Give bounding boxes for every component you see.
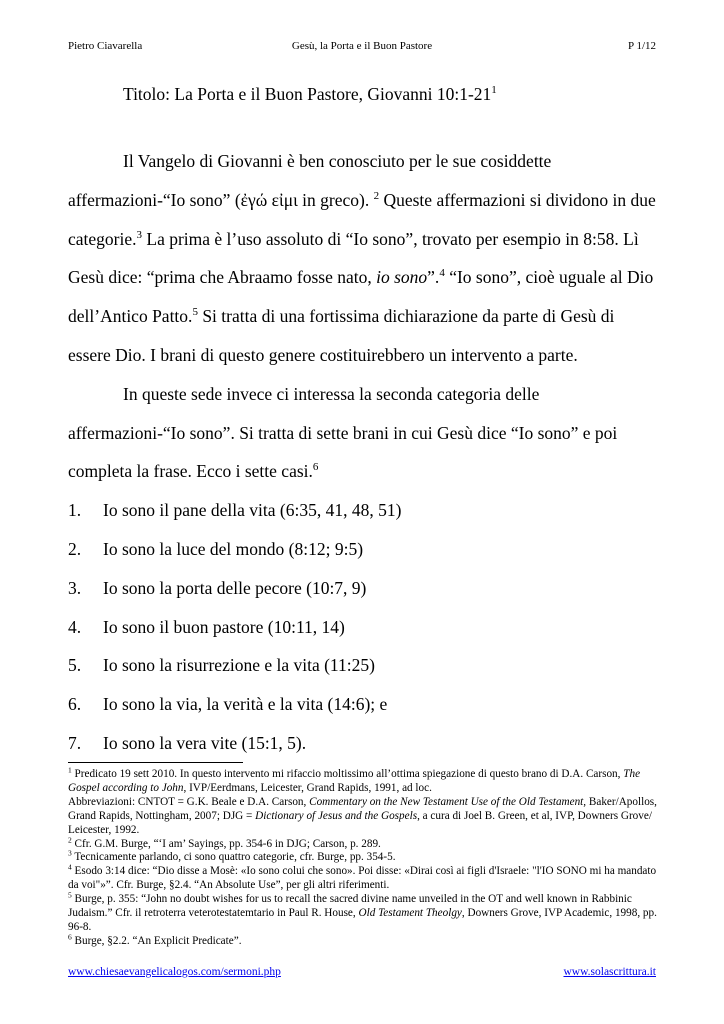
- footnote-number: 1: [68, 765, 72, 775]
- list-item: [68, 724, 658, 763]
- footnote-text: , a cura di Joel B. Green, et al, IVP, Downers Grove/ Leicester, 1992.: [68, 809, 652, 836]
- footnote-number: 5: [68, 890, 72, 900]
- paragraph-1-text-f: “Io sono”, cioè uguale al Dio dell’Antico Patto.: [68, 267, 654, 327]
- list-item-number: 5.: [68, 655, 82, 676]
- paragraph-1-text-e: ”.: [427, 267, 440, 288]
- paragraph-1-text-c: Queste affermazioni si dividono in due categorie.: [68, 189, 656, 249]
- footnote-6: [68, 932, 658, 949]
- footnote-text: Esodo 3:14 dice: “Dio disse a Mosè: «Io sono colui che sono». Poi disse: «Dirai così ai figli d'Israele: "l'IO SONO mi ha mandato da voi"»”. Cfr. Burge, §2.4. “An Absolute Use”, per gli altri riferimenti.: [68, 865, 657, 892]
- list-item: [68, 491, 658, 530]
- italic-io-sono: io sono: [376, 267, 428, 288]
- paragraph-1-text-a: Il Vangelo di Giovanni è ben conosciuto per le sue cosiddette affermazioni-“Io sono” (: [68, 151, 552, 210]
- paragraph-2-text: In queste sede invece ci interessa la seconda categoria delle affermazioni-“Io sono”. Si tratta di sette brani in cui Gesù dice “Io sono” e poi completa la frase. Ecco i sette casi.: [68, 383, 618, 482]
- header-page-number: P 1/12: [627, 40, 656, 52]
- footnote-text: , Downers Grove, IVP Academic, 1998, pp. 96-8.: [68, 907, 657, 933]
- footnote-number: 4: [68, 862, 72, 872]
- footnote-text: Burge, §2.2. “An Explicit Predicate”.: [71, 934, 242, 947]
- document-title-text: Titolo: La Porta e il Buon Pastore, Giovanni 10:1-21: [123, 84, 492, 104]
- footnote-text: Abbreviazioni: CNTOT = G.K. Beale e D.A. Carson,: [68, 795, 310, 808]
- footnote-number: 3: [68, 848, 72, 858]
- paragraph-1-text-b: in greco).: [297, 189, 374, 210]
- footnote-2: [68, 834, 658, 852]
- footnote-ref-3[interactable]: 3: [136, 228, 142, 241]
- paragraph-1-text-g: Si tratta di una fortissima dichiarazione da parte di Gesù di essere Dio. I brani di questo genere costituirebbero un intervento a parte.: [68, 306, 615, 365]
- footnote-text: Predicato 19 sett 2010. In questo intervento mi rifaccio moltissimo all’ottima spiegazione di questo brano di D.A. Carson,: [71, 768, 624, 780]
- list-item: [68, 608, 658, 647]
- footnote-ref-6[interactable]: 6: [312, 461, 319, 474]
- list-item-number: 6.: [68, 694, 82, 715]
- footnote-text: , IVP/Eerdmans, Leicester, Grand Rapids, 1991, ad loc.: [183, 781, 432, 794]
- footnote-italic: Dictionary of Jesus and the Gospels: [255, 809, 418, 822]
- footnote-italic: Old Testament Theolgy: [358, 907, 462, 920]
- header-author: Pietro Ciavarella: [68, 40, 143, 52]
- list-item-number: 2.: [68, 538, 82, 559]
- list-item-text: Io sono la vera vite (15:1, 5).: [103, 732, 307, 753]
- footnote-italic: The Gospel according to John: [68, 768, 641, 794]
- page-header: [68, 40, 656, 56]
- document-title: [123, 84, 497, 105]
- footnote-3: [68, 848, 658, 865]
- footnote-4: [68, 862, 658, 893]
- footnote-text: Cfr. G.M. Burge, “‘I am’ Sayings, pp. 354-6 in DJG; Carson, p. 289.: [71, 837, 381, 850]
- list-item-number: 4.: [68, 616, 82, 637]
- header-title: Gesù, la Porta e il Buon Pastore: [291, 40, 433, 52]
- footnote-1: [68, 765, 658, 796]
- footnote-text: , Baker/Apollos, Grand Rapids, Nottingham, 2007; DJG =: [68, 795, 657, 822]
- list-item: [68, 569, 658, 608]
- list-item-text: Io sono la via, la verità e la vita (14:6); e: [103, 694, 388, 715]
- footer-link-solascrittura[interactable]: www.solascrittura.it: [563, 966, 656, 978]
- list-item-text: Io sono il buon pastore (10:11, 14): [103, 616, 345, 637]
- list-item-text: Io sono il pane della vita (6:35, 41, 48, 51): [103, 500, 402, 521]
- main-body: [68, 142, 658, 763]
- footnote-ref-5[interactable]: 5: [192, 306, 198, 319]
- footnote-number: 2: [68, 834, 72, 844]
- paragraph-2: [68, 375, 658, 491]
- list-item: [68, 530, 658, 569]
- list-item-text: Io sono la risurrezione e la vita (11:25): [103, 655, 375, 676]
- footnote-separator: [68, 762, 243, 763]
- list-item: [68, 646, 658, 685]
- footnote-number: 6: [68, 932, 72, 942]
- list-item-text: Io sono la porta delle pecore (10:7, 9): [103, 577, 367, 598]
- list-item-number: 3.: [68, 577, 82, 598]
- footnote-ref-4[interactable]: 4: [439, 267, 445, 280]
- paragraph-1: [68, 142, 658, 375]
- footer-link-sermoni[interactable]: www.chiesaevangelicalogos.com/sermoni.php: [68, 966, 281, 978]
- greek-phrase: ἐγώ εἰμι: [240, 189, 298, 210]
- footnote-text: Tecnicamente parlando, ci sono quattro categorie, cfr. Burge, pp. 354-5.: [71, 851, 396, 864]
- list-item: [68, 685, 658, 724]
- list-item-number: 7.: [68, 732, 82, 753]
- list-item-text: Io sono la luce del mondo (8:12; 9:5): [103, 538, 364, 559]
- list-item-number: 1.: [68, 500, 82, 521]
- footnote-1-abbreviations: [68, 796, 658, 838]
- paragraph-1-text-d: La prima è l’uso assoluto di “Io sono”, trovato per esempio in 8:58. Lì Gesù dice: “prima che Abraamo fosse nato,: [68, 228, 639, 288]
- footnote-italic: Commentary on the New Testament Use of the Old Testament: [309, 795, 584, 808]
- footnote-text: Burge, p. 355: “John no doubt wishes for us to recall the sacred divine name unveiled in the OT and well known in Rabbinic Judaism.” Cfr. il retroterra veterotestatemtario in Paul R. House,: [68, 893, 632, 920]
- footnotes: [68, 765, 658, 949]
- io-sono-list: [68, 491, 658, 763]
- footnote-ref-1[interactable]: 1: [491, 84, 497, 97]
- footnote-5: [68, 890, 658, 935]
- footnote-ref-2[interactable]: 2: [373, 189, 380, 202]
